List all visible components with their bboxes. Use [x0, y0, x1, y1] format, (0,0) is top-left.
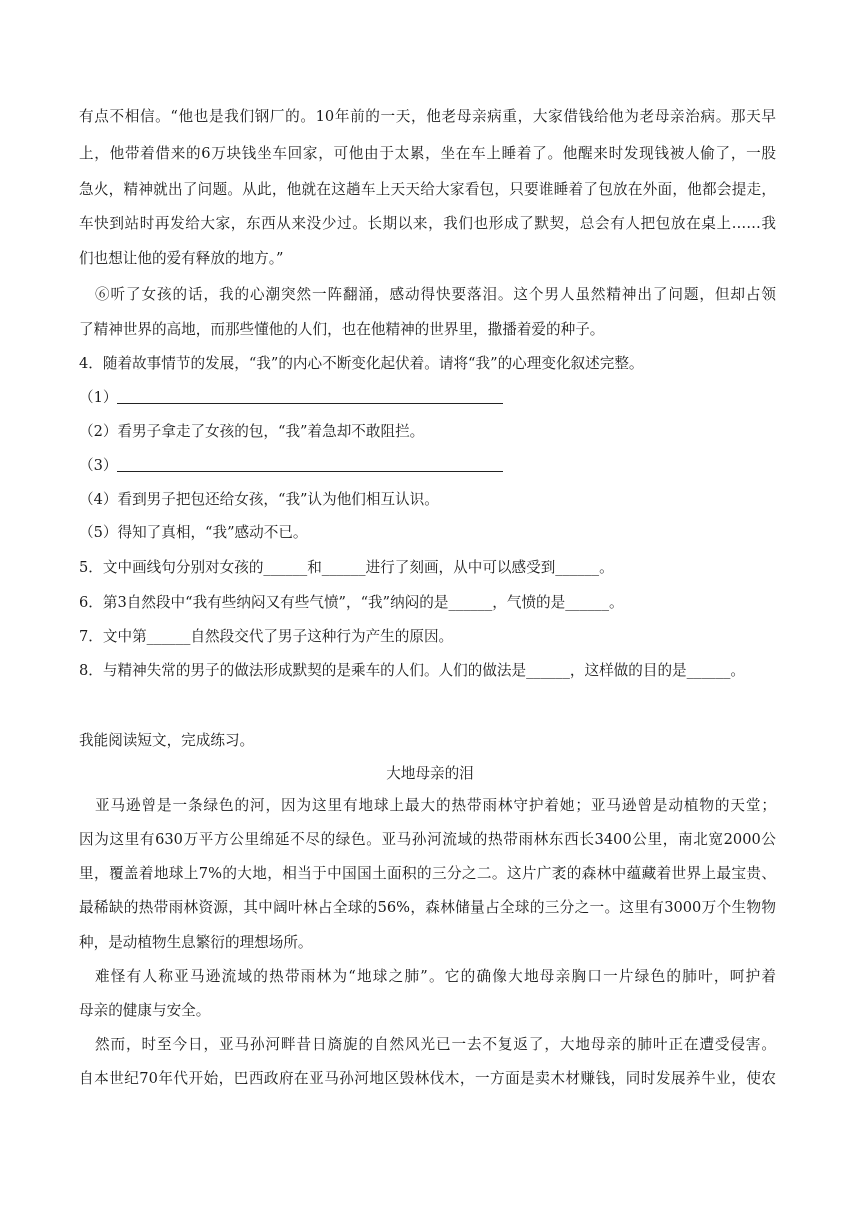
- story-line: 车快到站时再发给大家，东西从来没少过。长期以来，我们也形成了默契，总会有人把包放在桌上……我: [79, 215, 776, 232]
- passage-line: 里，覆盖着地球上7%的大地，相当于中国国土面积的三分之二。这片广袤的森林中蕴藏着世界上最宝贵、: [79, 865, 776, 882]
- story-line: 了精神世界的高地，而那些懂他的人们，也在他精神的世界里，撒播着爱的种子。: [79, 321, 605, 338]
- passage-line: 因为这里有630万平方公里绵延不尽的绿色。亚马孙河流域的热带雨林东西长3400公里，南北宽2000公: [79, 831, 776, 848]
- passage-line: 亚马逊曾是一条绿色的河，因为这里有地球上最大的热带雨林守护着她；亚马逊曾是动植物的天堂；: [95, 797, 776, 814]
- question-4-item-5: （5）得知了真相，“我”感动不已。: [79, 524, 308, 541]
- passage-line: 母亲的健康与安全。: [79, 1002, 211, 1019]
- question-8: 8．与精神失常的男子的做法形成默契的是乘车的人们。人们的做法是______，这样做的目的是______。: [79, 662, 746, 679]
- question-6: 6．第3自然段中“我有些纳闷又有些气愤”，“我”纳闷的是______，气愤的是______。: [79, 594, 624, 611]
- story-line: 急火，精神就出了问题。从此，他就在这趟车上天天给大家看包，只要谁睡着了包放在外面，他都会提走，: [79, 181, 776, 198]
- question-4-item-3: [79, 456, 503, 476]
- passage-line: 自本世纪70年代开始，巴西政府在亚马孙河地区毁林伐木，一方面是卖木材赚钱，同时发展养牛业，使农: [79, 1070, 776, 1087]
- reading-instruction: 我能阅读短文，完成练习。: [79, 732, 255, 749]
- question-5: 5．文中画线句分别对女孩的______和______进行了刻画，从中可以感受到______。: [79, 559, 614, 576]
- story-line: 有点不相信。“他也是我们钢厂的。10年前的一天，他老母亲病重，大家借钱给他为老母亲治病。那天早: [79, 108, 776, 125]
- answer-blank[interactable]: [117, 470, 503, 472]
- question-7: 7．文中第______自然段交代了男子这种行为产生的原因。: [79, 628, 454, 645]
- passage-line: 最稀缺的热带雨林资源，其中阔叶林占全球的56%，森林储量占全球的三分之一。这里有3000万个生物物: [79, 899, 776, 916]
- passage-line: 种，是动植物生息繁衍的理想场所。: [79, 934, 313, 951]
- question-4-stem: 4．随着故事情节的发展，“我”的内心不断变化起伏着。请将“我”的心理变化叙述完整。: [79, 355, 644, 372]
- answer-blank[interactable]: [117, 402, 503, 404]
- passage-title: 大地母亲的泪: [386, 765, 474, 782]
- question-4-item-1: [79, 388, 503, 408]
- story-line: 上，他带着借来的6万块钱坐车回家，可他由于太累，坐在车上睡着了。他醒来时发现钱被人偷了，一股: [79, 145, 776, 162]
- story-line: ⑥听了女孩的话，我的心潮突然一阵翻涌，感动得快要落泪。这个男人虽然精神出了问题，但却占领: [95, 286, 776, 303]
- story-line: 们也想让他的爱有释放的地方。”: [79, 250, 284, 267]
- question-4-item-2: （2）看男子拿走了女孩的包，“我”着急却不敢阻拦。: [79, 423, 425, 440]
- item-label: （1）: [79, 389, 118, 406]
- item-label: （3）: [79, 457, 118, 474]
- passage-line: 然而，时至今日，亚马孙河畔昔日旖旎的自然风光已一去不复返了，大地母亲的肺叶正在遭受侵害。: [95, 1036, 776, 1053]
- question-4-item-4: （4）看到男子把包还给女孩，“我”认为他们相互认识。: [79, 491, 439, 508]
- passage-line: 难怪有人称亚马逊流域的热带雨林为“地球之肺”。它的确像大地母亲胸口一片绿色的肺叶，呵护着: [95, 968, 776, 985]
